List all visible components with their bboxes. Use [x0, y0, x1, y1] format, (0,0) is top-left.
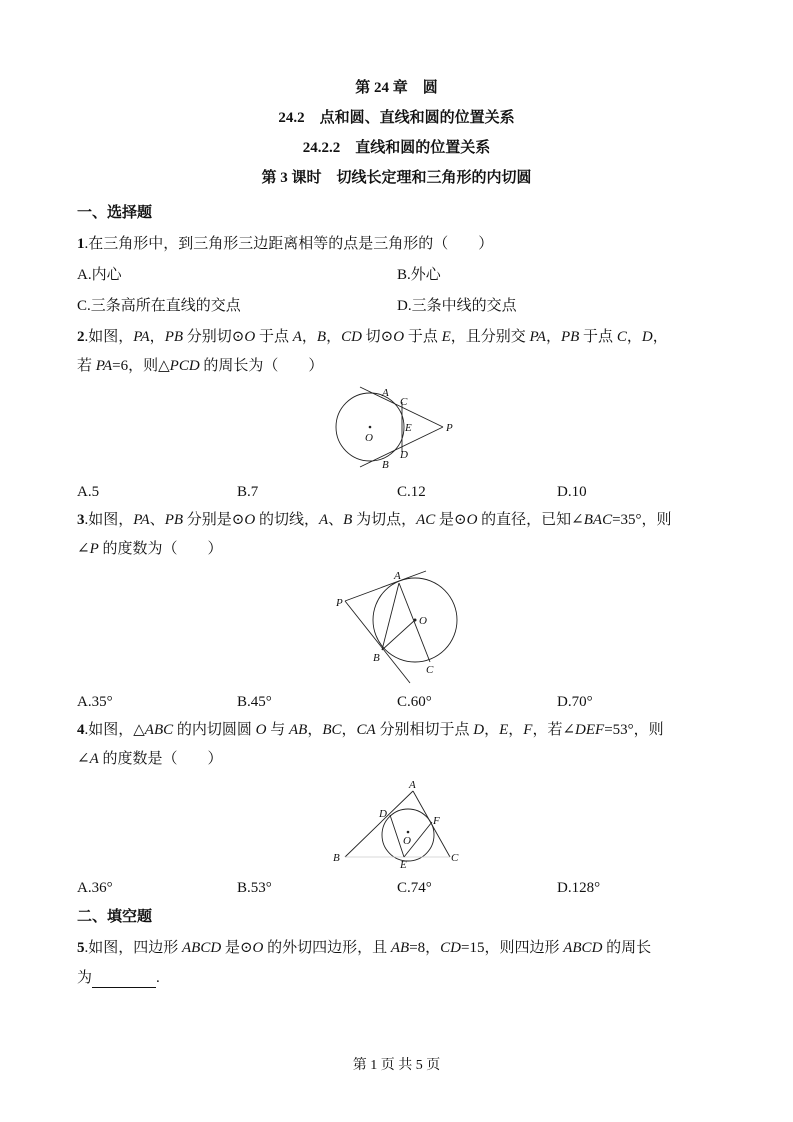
math: ABCD — [182, 940, 222, 956]
label-d: D — [379, 808, 387, 820]
text: =15，则四边形 — [461, 940, 564, 956]
question-2-line-2 — [77, 356, 323, 376]
math: ABCD — [563, 940, 603, 956]
chord-ab — [382, 583, 399, 650]
text: ， — [326, 329, 342, 345]
q1-option-c: C.三条高所在直线的交点 — [77, 298, 241, 314]
math: A — [292, 329, 302, 345]
math: P — [89, 541, 99, 557]
label-c: C — [451, 852, 459, 864]
question-number: 4 — [77, 722, 85, 738]
text: ， — [341, 722, 357, 738]
math: D — [473, 722, 485, 738]
text: 、 — [149, 512, 165, 528]
question-2-line-1 — [77, 327, 668, 347]
text: 分别相切于点 — [375, 722, 474, 738]
math: B — [343, 512, 353, 528]
text: ∠ — [77, 751, 90, 767]
q2-option-b: B.7 — [237, 484, 259, 500]
math: O — [252, 940, 264, 956]
math: AB — [390, 940, 410, 956]
math: F — [523, 722, 533, 738]
label-o: O — [419, 615, 427, 627]
label-o: O — [365, 432, 373, 444]
q3-option-b: B.45° — [237, 694, 272, 710]
math: PB — [164, 329, 184, 345]
lesson-title: 第 3 课时 切线长定理和三角形的内切圆 — [261, 170, 532, 186]
tangent-pa — [345, 571, 426, 601]
math: D — [641, 329, 653, 345]
question-5-line-1 — [77, 938, 651, 958]
text: =53°，则 — [604, 722, 664, 738]
label-e: E — [400, 859, 407, 870]
math: PA — [133, 512, 150, 528]
text: 是⊙ — [435, 512, 467, 528]
text: 是⊙ — [221, 940, 253, 956]
question-number: 5 — [77, 940, 85, 956]
question-number: 1 — [77, 236, 85, 252]
q3-option-c: C.60° — [397, 694, 432, 710]
q4-option-a: A.36° — [77, 880, 113, 896]
text: =35°，则 — [612, 512, 672, 528]
q2-option-d: D.10 — [557, 484, 587, 500]
label-c: C — [426, 664, 434, 676]
label-f: F — [433, 815, 440, 827]
section-heading-fill: 二、填空题 — [77, 909, 153, 925]
math: PB — [560, 329, 580, 345]
math: BC — [322, 722, 342, 738]
math: PA — [95, 358, 113, 374]
text: . — [156, 970, 160, 986]
q4-option-c: C.74° — [397, 880, 432, 896]
label-b: B — [333, 852, 340, 864]
text: .如图，△ — [84, 722, 145, 738]
text: 于点 — [579, 329, 617, 345]
math: DEF — [575, 722, 605, 738]
text: ，且分别交 — [450, 329, 530, 345]
text: ， — [545, 329, 561, 345]
tangent-pb — [345, 601, 410, 683]
math: A — [318, 512, 329, 528]
math: PA — [133, 329, 150, 345]
question-3-line-2 — [77, 539, 223, 559]
center-point — [369, 426, 372, 429]
chapter-title: 第 24 章 圆 — [355, 80, 438, 96]
math: BAC — [583, 512, 613, 528]
question-number: 3 — [77, 512, 85, 528]
math: E — [499, 722, 509, 738]
text: 若 — [77, 358, 96, 374]
q4-option-d: D.128° — [557, 880, 601, 896]
math: PCD — [169, 358, 200, 374]
text: 的周长 — [602, 940, 652, 956]
label-p: P — [446, 422, 453, 434]
radius-ob — [382, 620, 415, 650]
math: CD — [341, 329, 362, 345]
math: C — [616, 329, 627, 345]
text: .如图， — [84, 329, 134, 345]
q1-option-b: B.外心 — [397, 267, 441, 283]
text: 切⊙ — [361, 329, 394, 345]
math: E — [441, 329, 451, 345]
text: 于点 — [404, 329, 442, 345]
text: .如图，四边形 — [84, 940, 183, 956]
math: ABC — [144, 722, 174, 738]
text: 的外切四边形，且 — [263, 940, 391, 956]
q1-option-d: D.三条中线的交点 — [397, 298, 517, 314]
text: ， — [626, 329, 642, 345]
text: 的度数为（ ） — [98, 541, 223, 557]
text: ， — [484, 722, 500, 738]
label-d: D — [400, 449, 408, 461]
text: ， — [301, 329, 317, 345]
math: O — [466, 512, 478, 528]
text: ， — [307, 722, 323, 738]
math: O — [244, 329, 256, 345]
label-b: B — [382, 459, 389, 471]
figure-q4 — [325, 775, 470, 870]
page-number: 第 1 页 共 5 页 — [352, 1058, 441, 1073]
question-4-line-2 — [77, 749, 223, 769]
text: 的内切圆圆 — [173, 722, 256, 738]
label-a: A — [394, 570, 401, 582]
label-e: E — [405, 422, 412, 434]
math: O — [393, 329, 405, 345]
q3-option-a: A.35° — [77, 694, 113, 710]
text: ， — [508, 722, 524, 738]
figure-q3 — [320, 562, 480, 688]
text: 与 — [266, 722, 290, 738]
label-p: P — [336, 597, 343, 609]
math: A — [89, 751, 99, 767]
text: 分别是⊙ — [183, 512, 245, 528]
question-number: 2 — [77, 329, 85, 345]
q2-option-a: A.5 — [77, 484, 100, 500]
label-a: A — [409, 779, 416, 791]
math: CA — [356, 722, 376, 738]
subsection-title: 24.2.2 直线和圆的位置关系 — [302, 140, 491, 156]
text: 的周长为（ ） — [199, 358, 324, 374]
math: O — [244, 512, 256, 528]
question-5-line-2 — [77, 968, 160, 988]
math: AC — [416, 512, 436, 528]
q2-option-c: C.12 — [397, 484, 426, 500]
side-ab — [345, 791, 413, 857]
text: 、 — [328, 512, 344, 528]
math: B — [316, 329, 327, 345]
text: ， — [652, 329, 668, 345]
math: AB — [289, 722, 308, 738]
q4-option-b: B.53° — [237, 880, 272, 896]
label-b: B — [373, 652, 380, 664]
text: ，若∠ — [532, 722, 576, 738]
text: =6，则△ — [112, 358, 170, 374]
section-heading-choice: 一、选择题 — [77, 205, 153, 221]
section-title: 24.2 点和圆、直线和圆的位置关系 — [278, 110, 515, 126]
question-3-line-1 — [77, 510, 672, 530]
question-1 — [77, 234, 493, 254]
math: CD — [440, 940, 462, 956]
text: 于点 — [255, 329, 293, 345]
label-c: C — [400, 396, 408, 408]
text: 为 — [77, 970, 93, 986]
question-text: .在三角形中，到三角形三边距离相等的点是三角形的（ ） — [84, 236, 494, 252]
text: 的切线， — [255, 512, 319, 528]
q1-option-a: A.内心 — [77, 267, 122, 283]
text: ∠ — [77, 541, 90, 557]
math: O — [255, 722, 267, 738]
math: PB — [164, 512, 184, 528]
math: PA — [529, 329, 546, 345]
label-o: O — [403, 835, 411, 847]
text: .如图， — [84, 512, 134, 528]
question-4-line-1 — [77, 720, 664, 740]
text: 的直径，已知∠ — [477, 512, 584, 528]
text: =8， — [409, 940, 441, 956]
figure-q2 — [320, 380, 470, 475]
center-point — [407, 831, 410, 834]
label-a: A — [382, 387, 389, 399]
q3-option-d: D.70° — [557, 694, 593, 710]
answer-blank[interactable] — [92, 972, 156, 988]
text: 分别切⊙ — [183, 329, 245, 345]
text: 的度数是（ ） — [98, 751, 223, 767]
segment-de — [390, 815, 404, 857]
text: ， — [149, 329, 165, 345]
text: 为切点， — [352, 512, 417, 528]
